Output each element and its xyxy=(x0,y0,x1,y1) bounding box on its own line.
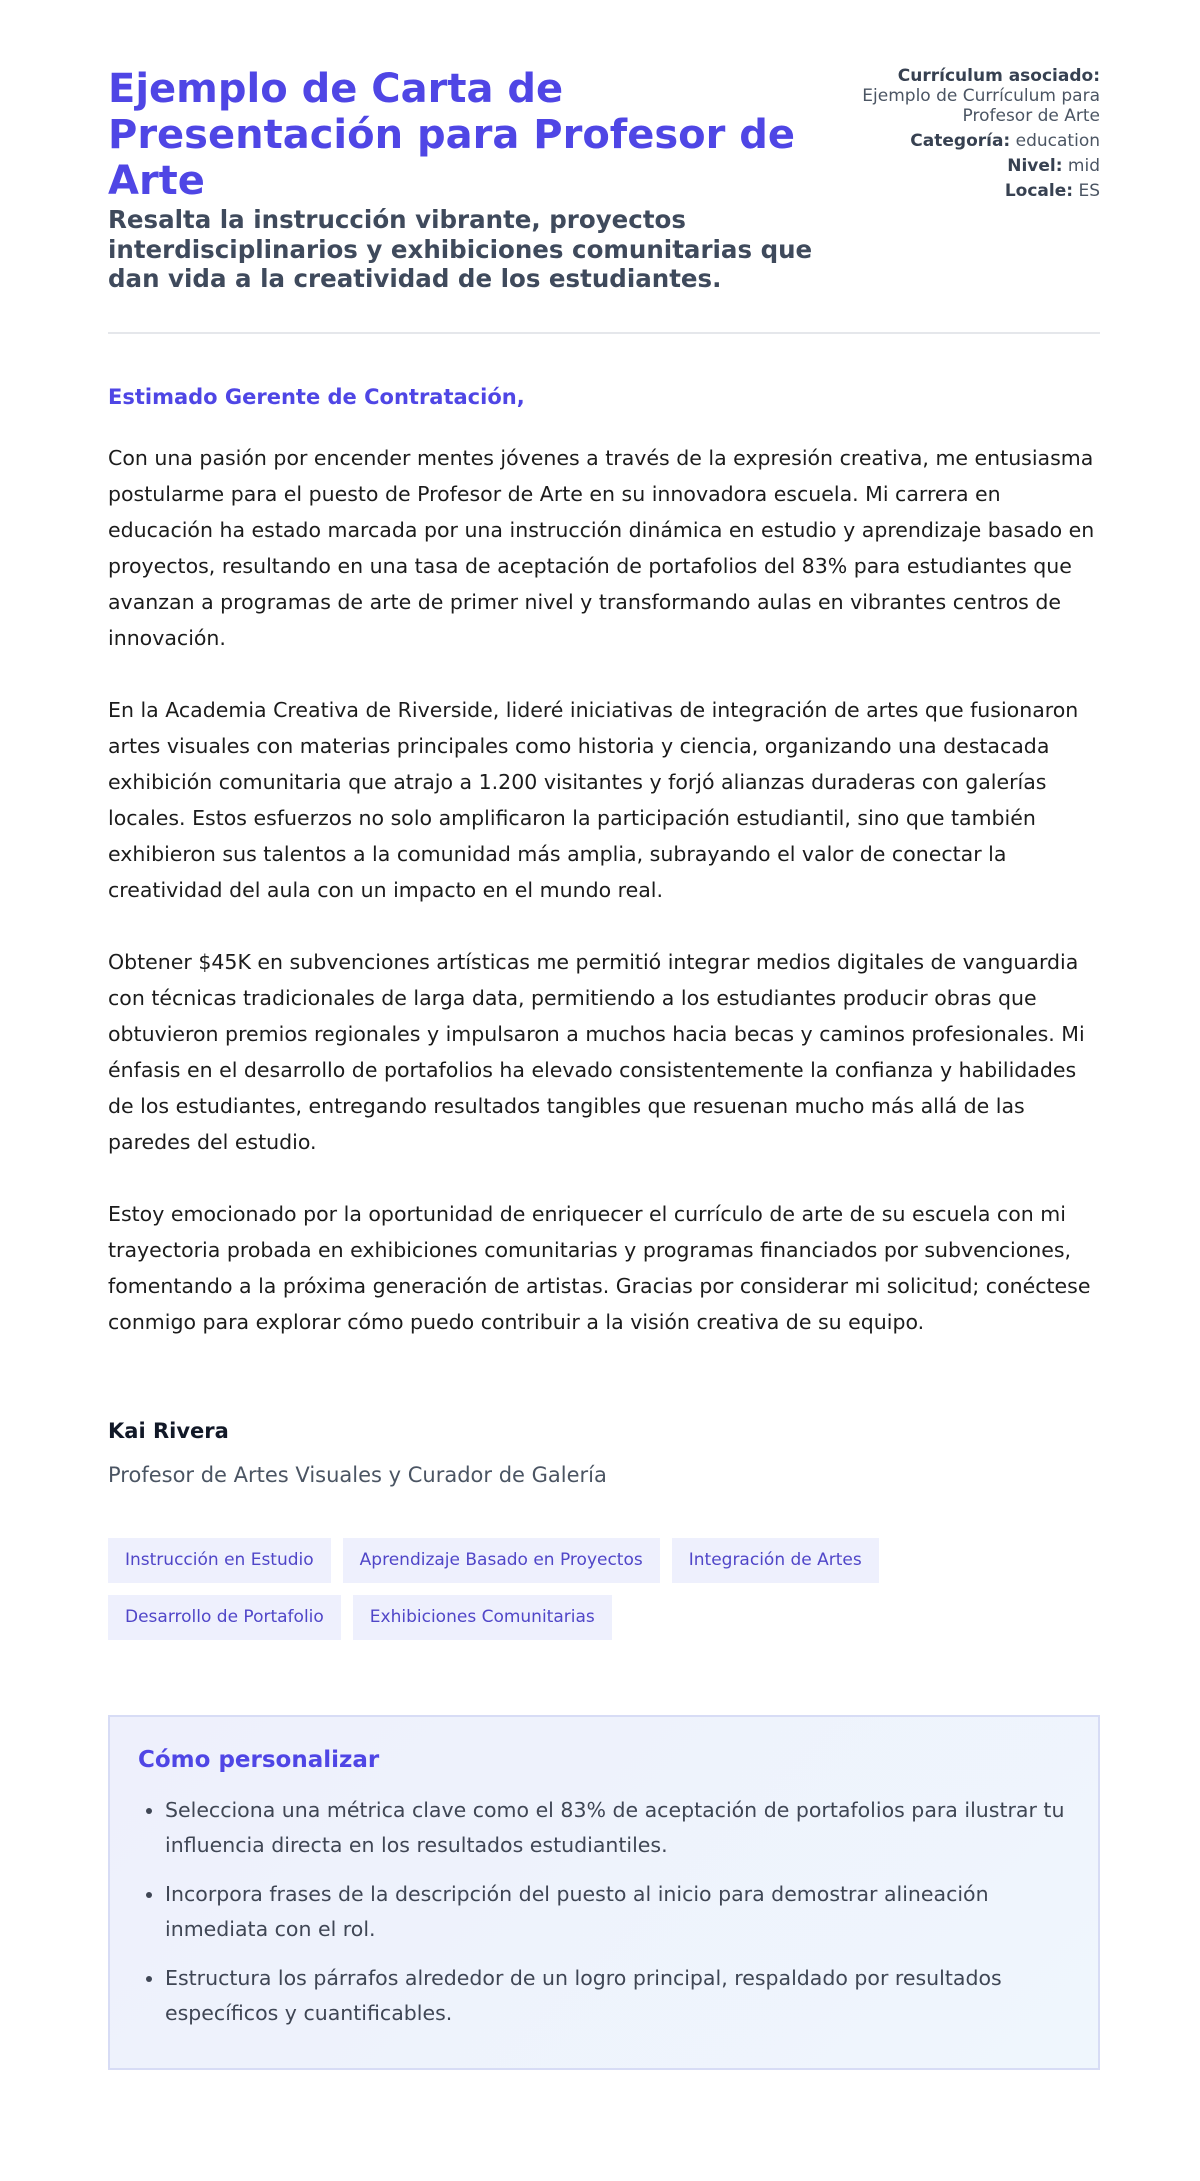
skill-tag: Desarrollo de Portafolio xyxy=(108,1595,341,1640)
meta-level-value: mid xyxy=(1067,156,1100,176)
meta-category-label: Categoría: xyxy=(910,131,1011,151)
cover-letter-page xyxy=(108,0,1100,2070)
letter-greeting: Estimado Gerente de Contratación, xyxy=(108,385,525,409)
meta-category xyxy=(840,131,1100,151)
skill-tag: Integración de Artes xyxy=(672,1538,879,1583)
meta-locale-label: Locale: xyxy=(1004,181,1074,201)
skill-tag: Instrucción en Estudio xyxy=(108,1538,331,1583)
letter-paragraph: En la Academia Creativa de Riverside, lideré iniciativas de integración de artes que fusionaron artes visuales con materias principales como historia y ciencia, organizando una destacada exhibición comunitaria que atrajo a 1.200 visitantes y forjó alianzas duraderas con galerías locales. Estos esfuerzos no solo amplificaron la participación estudiantil, sino que también exhibieron sus talentos a la comunidad más amplia, subrayando el valor de conectar la creatividad del aula con un impacto en el mundo real. xyxy=(108,698,1079,902)
letter-paragraph: Con una pasión por encender mentes jóvenes a través de la expresión creativa, me entusiasma postularme para el puesto de Profesor de Arte en su innovadora escuela. Mi carrera en educación ha estado marcada por una instrucción dinámica en estudio y aprendizaje basado en proyectos, resultando en una tasa de aceptación de portafolios del 83% para estudiantes que avanzan a programas de arte de primer nivel y transformando aulas en vibrantes centros de innovación. xyxy=(108,446,1095,650)
meta-resume xyxy=(840,66,1100,126)
tips-title: Cómo personalizar xyxy=(138,1747,380,1773)
skill-tag: Exhibiciones Comunitarias xyxy=(353,1595,612,1640)
page-title: Ejemplo de Carta de Presentación para Profesor de Arte xyxy=(108,66,796,204)
skill-tags xyxy=(108,1538,1100,1640)
tip-item: • Selecciona una métrica clave como el 83% de aceptación de portafolios para ilustrar tu influencia directa en los resultados estudiantiles. xyxy=(165,1793,1070,1863)
customization-tips xyxy=(108,1715,1100,2070)
letter-body xyxy=(108,384,1100,1488)
meta-resume-label: Currículum asociado: xyxy=(897,66,1100,86)
meta-panel xyxy=(840,66,1100,206)
tip-item: • Incorpora frases de la descripción del puesto al inicio para demostrar alineación inmediata con el rol. xyxy=(165,1877,1070,1947)
meta-resume-value: Ejemplo de Currículum para Profesor de Arte xyxy=(862,86,1100,126)
page-subtitle: Resalta la instrucción vibrante, proyectos interdisciplinarios y exhibiciones comunitarias que dan vida a la creatividad de los estudiantes. xyxy=(108,205,813,293)
signature-name: Kai Rivera xyxy=(108,1419,229,1443)
letter-paragraph: Obtener $45K en subvenciones artísticas me permitió integrar medios digitales de vanguardia con técnicas tradicionales de larga data, permitiendo a los estudiantes producir obras que obtuvieron premios regionales y impulsaron a muchos hacia becas y caminos profesionales. Mi énfasis en el desarrollo de portafolios ha elevado consistentemente la confianza y habilidades de los estudiantes, entregando resultados tangibles que resuenan mucho más allá de las paredes del estudio. xyxy=(108,950,1085,1154)
tip-item: • Estructura los párrafos alrededor de un logro principal, respaldado por resultados específicos y cuantificables. xyxy=(165,1961,1070,2031)
letter-paragraph: Estoy emocionado por la oportunidad de enriquecer el currículo de arte de su escuela con mi trayectoria probada en exhibiciones comunitarias y programas financiados por subvenciones, fomentando a la próxima generación de artistas. Gracias por considerar mi solicitud; conéctese conmigo para explorar cómo puedo contribuir a la visión creativa de su equipo. xyxy=(108,1202,1091,1334)
meta-category-value: education xyxy=(1015,131,1100,151)
header xyxy=(108,0,1100,334)
signature xyxy=(108,1418,1100,1488)
meta-locale-value: ES xyxy=(1078,181,1100,201)
skill-tag: Aprendizaje Basado en Proyectos xyxy=(343,1538,660,1583)
meta-level-label: Nivel: xyxy=(1007,156,1063,176)
meta-level xyxy=(840,156,1100,176)
meta-locale xyxy=(840,181,1100,201)
signature-title: Profesor de Artes Visuales y Curador de Galería xyxy=(108,1463,607,1487)
tips-list xyxy=(138,1793,1070,2031)
